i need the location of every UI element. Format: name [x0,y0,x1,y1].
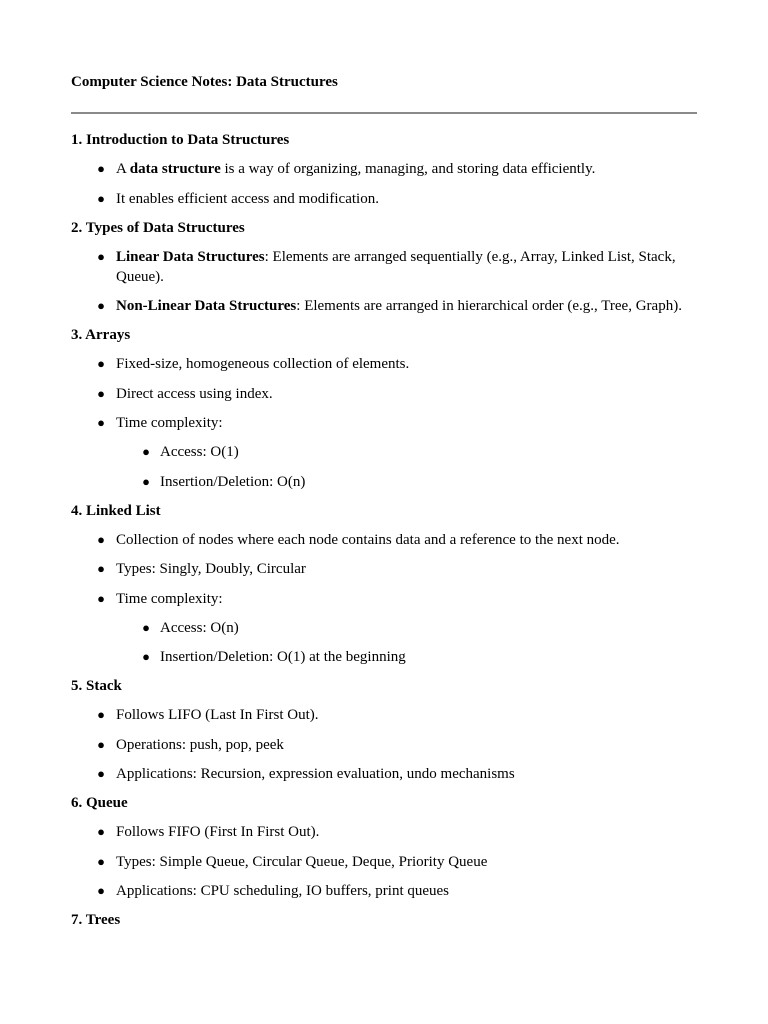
section-list-queue [71,822,697,901]
sub-list [116,618,697,668]
section-list-stack [71,705,697,784]
list-item [71,735,697,755]
list-item-text: It enables efficient access and modification. [116,190,379,207]
list-item [71,354,697,374]
sub-list-item-text: Insertion/Deletion: O(1) at the beginning [160,649,406,665]
list-item-text: Follows FIFO (First In First Out). [116,824,320,840]
bullet-icon: ● [97,190,105,206]
list-item-text: Collection of nodes where each node contains data and a reference to the next node. [116,531,620,548]
bullet-icon: ● [97,561,105,576]
list-item-text: Operations: push, pop, peek [116,736,284,753]
bullet-icon: ● [97,766,105,781]
section-heading-stack: 5. Stack [71,678,122,694]
bullet-icon: ● [97,161,105,176]
list-item-text: : Elements are arranged sequentially (e.g., Array, Linked List, Stack, Queue). [116,248,676,285]
bullet-icon: ● [142,444,150,459]
bullet-icon: ● [97,385,105,401]
list-item-text: A [116,161,130,177]
list-item [71,852,697,872]
section-list-types [71,247,697,317]
list-item [71,384,697,404]
bullet-icon: ● [97,824,105,839]
bullet-icon: ● [97,883,105,898]
sub-list-item-text: Access: O(n) [160,619,239,636]
section-heading-arrays: 3. Arrays [71,327,131,343]
sub-list-item [116,647,697,667]
sub-list-item-text: Access: O(1) [160,444,239,460]
list-item [71,764,697,784]
bullet-icon: ● [97,356,105,371]
bullet-icon: ● [97,298,105,313]
bullet-icon: ● [97,248,105,264]
section-list-arrays [71,354,697,492]
list-item [71,296,697,316]
list-item [71,159,697,179]
list-item [71,189,697,209]
bullet-icon: ● [97,415,105,430]
list-item-text: is a way of organizing, managing, and storing data efficiently. [220,161,596,177]
list-item-text: Time complexity: [116,590,223,607]
list-item-term: Linear Data Structures [116,248,265,265]
list-item-text: Time complexity: [116,415,223,431]
bullet-icon: ● [97,590,105,606]
list-item-text: Applications: CPU scheduling, IO buffers, print queues [116,883,450,899]
bullet-icon: ● [97,853,105,869]
bullet-icon: ● [142,473,150,489]
sub-list-item [116,618,697,638]
list-item [71,247,697,287]
list-item [71,705,697,725]
list-item-term: Non-Linear Data Structures [116,298,297,314]
list-item-text: Types: Singly, Doubly, Circular [116,561,306,577]
list-item [71,413,697,492]
list-item [71,530,697,550]
list-item-text: Follows LIFO (Last In First Out). [116,707,319,723]
section-heading-introduction: 1. Introduction to Data Structures [71,132,290,148]
title-divider [71,112,697,114]
bullet-icon: ● [142,649,150,664]
bullet-icon: ● [142,619,150,635]
bullet-icon: ● [97,707,105,722]
section-heading-trees: 7. Trees [71,912,121,928]
list-item-term: data structure [129,161,221,177]
section-heading-linked-list: 4. Linked List [71,502,161,519]
sub-list-item [116,442,697,462]
section-list-linked-list [71,530,697,668]
list-item [71,559,697,579]
document-page [71,72,697,939]
section-list-introduction [71,159,697,209]
section-heading-queue: 6. Queue [71,795,128,811]
sub-list-item-text: Insertion/Deletion: O(n) [160,473,306,490]
list-item-text: : Elements are arranged in hierarchical order (e.g., Tree, Graph). [296,298,682,314]
list-item [71,822,697,842]
document-title: Computer Science Notes: Data Structures [71,74,338,90]
list-item-text: Types: Simple Queue, Circular Queue, Deque, Priority Queue [116,853,488,870]
bullet-icon: ● [97,531,105,547]
list-item [71,589,697,668]
bullet-icon: ● [97,736,105,752]
list-item-text: Applications: Recursion, expression evaluation, undo mechanisms [116,766,515,782]
sub-list [116,442,697,492]
list-item-text: Direct access using index. [116,385,273,402]
section-heading-types: 2. Types of Data Structures [71,219,245,236]
list-item-text: Fixed-size, homogeneous collection of elements. [116,356,410,372]
list-item [71,881,697,901]
sub-list-item [116,472,697,492]
